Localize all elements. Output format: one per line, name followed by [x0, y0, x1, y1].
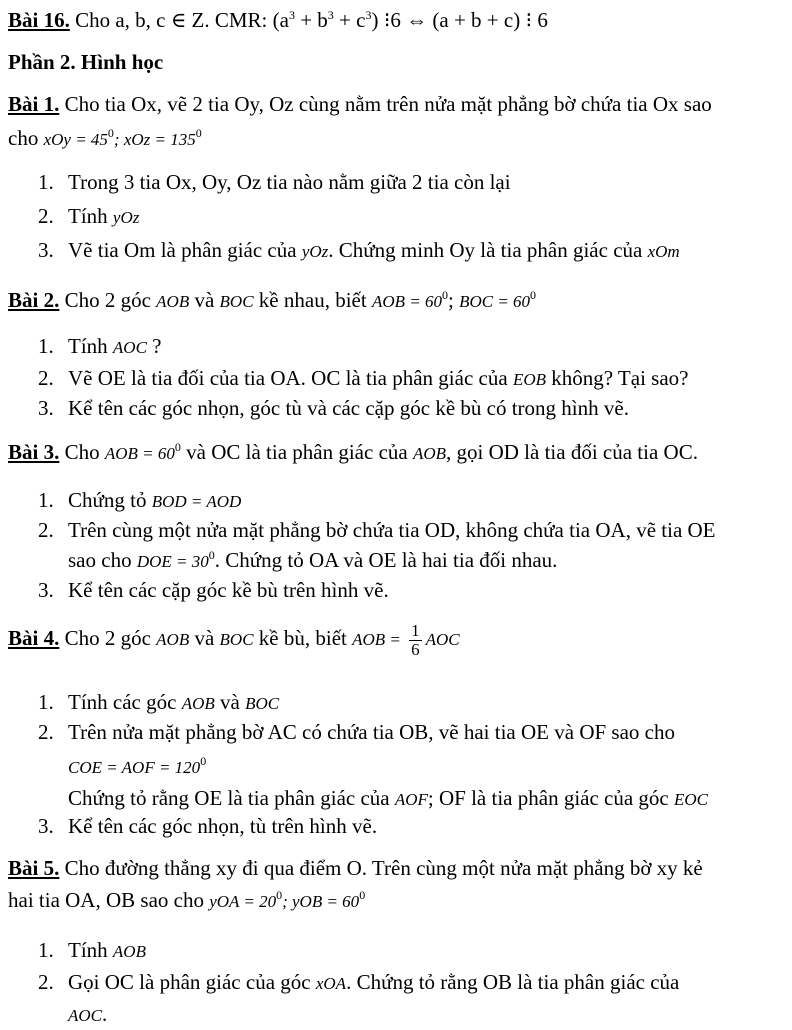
b16-line: Bài 16. Cho a, b, c ∈ Z. CMR: $(a^3 + b^3 + c^3)$ ⁝6 ⇔ (a + b + c) ⁝ 6	[8, 8, 548, 32]
b5-intro2: hai tia OA, OB sao cho yOA = $20^0$; yOB = $60^0$	[8, 888, 366, 912]
b1-intro2: cho xOy = $45^0$; xOz = $135^0$	[8, 126, 202, 150]
b4-intro: Bài 4. Cho 2 góc AOB và BOC kề bù, biết AOB = $\frac{1}{6}$ AOC	[8, 621, 460, 659]
b2-label: Bài 2.	[8, 288, 60, 312]
b5-label: Bài 5.	[8, 856, 60, 880]
b3-item3: 3. Kể tên các cặp góc kề bù trên hình vẽ.	[38, 578, 389, 602]
b5-item1: 1. Tính AOB	[38, 938, 146, 962]
b3-label: Bài 3.	[8, 440, 60, 464]
b3-intro: Bài 3. Cho AOB = $60^0$ và OC là tia phân giác của AOB, gọi OD là tia đối của tia OC.	[8, 440, 698, 464]
b4-item1: 1. Tính các góc AOB và BOC	[38, 690, 280, 714]
b1-intro: Bài 1. Cho tia Ox, vẽ 2 tia Oy, Oz cùng nằm trên nửa mặt phẳng bờ chứa tia Ox sao	[8, 92, 712, 116]
part2-heading: Phần 2. Hình học	[8, 50, 164, 74]
b3-item1: 1. Chứng tỏ BOD = AOD	[38, 488, 242, 512]
b5-intro: Bài 5. Cho đường thẳng xy đi qua điểm O. Trên cùng một nửa mặt phẳng bờ xy kẻ	[8, 856, 703, 880]
b2-item1: 1. Tính AOC ?	[38, 334, 162, 358]
b2-item2: 2. Vẽ OE là tia đối của tia OA. OC là tia phân giác của EOB không? Tại sao?	[38, 366, 689, 390]
b3-item2-cont: sao cho DOE = $30^0$. Chứng tỏ OA và OE là hai tia đối nhau.	[68, 548, 558, 572]
b4-label: Bài 4.	[8, 626, 60, 651]
b4-item2-cont: Chứng tỏ rằng OE là tia phân giác của AOF; OF là tia phân giác của góc EOC	[68, 786, 709, 810]
b5-item2: 2. Gọi OC là phân giác của góc xOA. Chứng tỏ rằng OB là tia phân giác của	[38, 970, 680, 994]
b1-item2: 2. Tính yOz	[38, 204, 140, 228]
b16-label: Bài 16.	[8, 8, 70, 32]
b2-intro: Bài 2. Cho 2 góc AOB và BOC kề nhau, biết AOB = $60^0$; BOC = $60^0$	[8, 288, 537, 312]
b1-item1: 1. Trong 3 tia Ox, Oy, Oz tia nào nằm giữa 2 tia còn lại	[38, 170, 511, 194]
b4-item3: 3. Kể tên các góc nhọn, tù trên hình vẽ.	[38, 814, 378, 838]
fraction-one-sixth: $\frac{1}{6}$	[411, 621, 420, 659]
b2-item3: 3. Kể tên các góc nhọn, góc tù và các cặp góc kề bù có trong hình vẽ.	[38, 396, 629, 420]
b4-item2: 2. Trên nửa mặt phẳng bờ AC có chứa tia OB, vẽ hai tia OE và OF sao cho	[38, 720, 675, 744]
b3-item2: 2. Trên cùng một nửa mặt phẳng bờ chứa tia OD, không chứa tia OA, vẽ tia OE	[38, 518, 716, 542]
b1-item3: 3. Vẽ tia Om là phân giác của yOz. Chứng minh Oy là tia phân giác của xOm	[38, 238, 680, 262]
b5-item2-cont: AOC.	[68, 1002, 108, 1026]
b4-item2-math: COE = AOF = $120^0$	[68, 754, 207, 777]
b1-label: Bài 1.	[8, 92, 60, 116]
